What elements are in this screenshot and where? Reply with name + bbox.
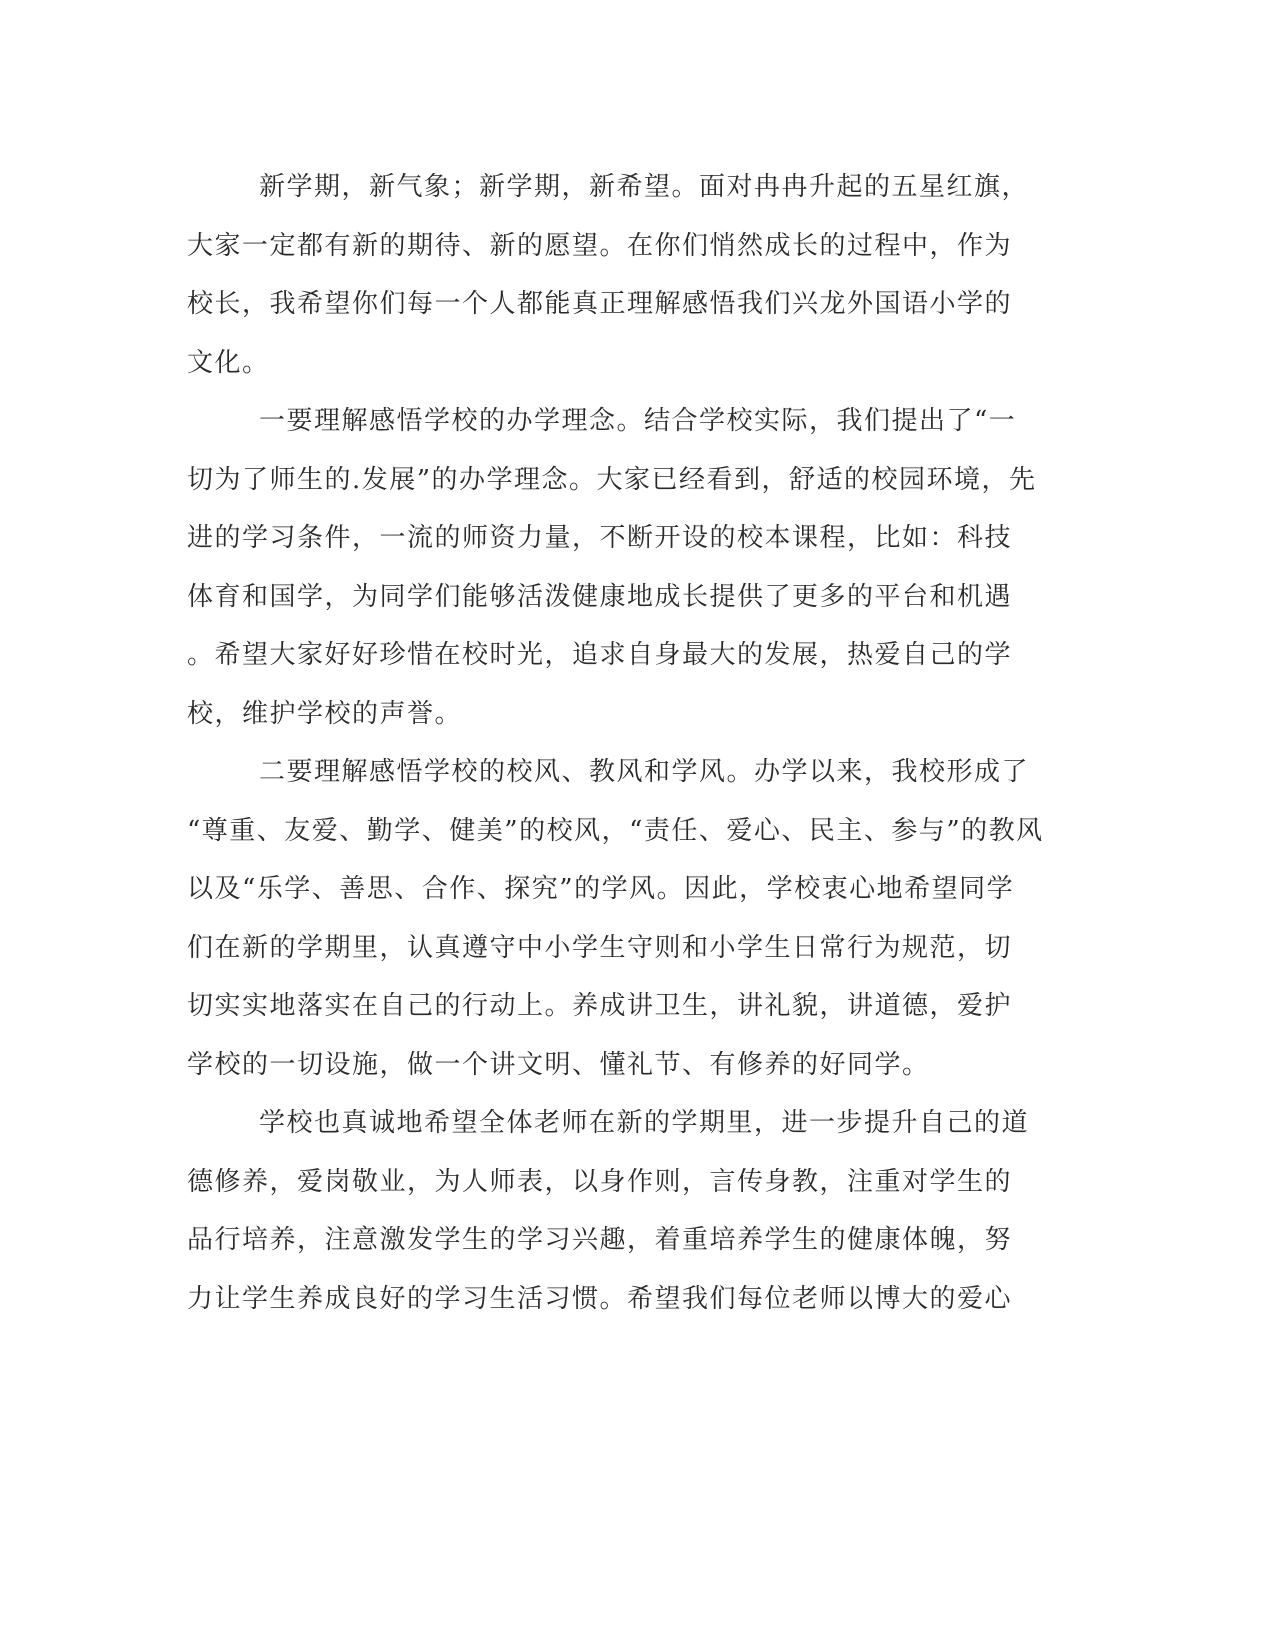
paragraph-2 [187,392,1087,743]
text-line: 校，维护学校的声誉。 [187,698,463,729]
text-line: 们在新的学期里，认真遵守中小学生守则和小学生日常行为规范，切 [187,932,1013,963]
text-line: 一要理解感悟学校的办学理念。结合学校实际，我们提出了“一 [259,406,1017,436]
text-line: 切实实地落实在自己的行动上。养成讲卫生，讲礼貌，讲道德，爱护 [187,991,1013,1021]
document-body [187,158,1087,1328]
text-line: 德修养，爱岗敬业，为人师表，以身作则，言传身教，注重对学生的 [187,1166,1013,1197]
text-line: 校长，我希望你们每一个人都能真正理解感悟我们兴龙外国语小学的 [187,289,1013,319]
text-line: 学校的一切设施，做一个讲文明、懂礼节、有修养的好同学。 [187,1049,930,1080]
text-line: 品行培养，注意激发学生的学习兴趣，着重培养学生的健康体魄，努 [187,1225,1013,1255]
text-line: 切为了师生的.发展”的办学理念。大家已经看到，舒适的校园环境，先 [187,464,1037,495]
text-line: 以及“乐学、善思、合作、探究”的学风。因此，学校衷心地希望同学 [187,874,1015,904]
paragraph-3 [187,743,1087,1094]
text-line: 体育和国学，为同学们能够活泼健康地成长提供了更多的平台和机遇 [187,581,1013,612]
paragraph-1 [187,158,1087,392]
text-line: 学校也真诚地希望全体老师在新的学期里，进一步提升自己的道 [259,1108,1030,1138]
paragraph-4 [187,1094,1087,1328]
text-line: 。希望大家好好珍惜在校时光，追求自身最大的发展，热爱自己的学 [187,640,1013,670]
text-line: “尊重、友爱、勤学、健美”的校风，“责任、爱心、民主、参与”的教风 [187,815,1044,846]
text-line: 大家一定都有新的期待、新的愿望。在你们悄然成长的过程中，作为 [187,230,1013,261]
text-line: 文化。 [187,347,270,378]
text-line: 力让学生养成良好的学习生活习惯。希望我们每位老师以博大的爱心 [187,1283,1013,1314]
text-line: 进的学习条件，一流的师资力量，不断开设的校本课程，比如：科技 [187,523,1013,553]
text-line: 二要理解感悟学校的校风、教风和学风。办学以来，我校形成了 [259,757,1030,787]
text-line: 新学期，新气象；新学期，新希望。面对冉冉升起的五星红旗， [259,172,1030,202]
